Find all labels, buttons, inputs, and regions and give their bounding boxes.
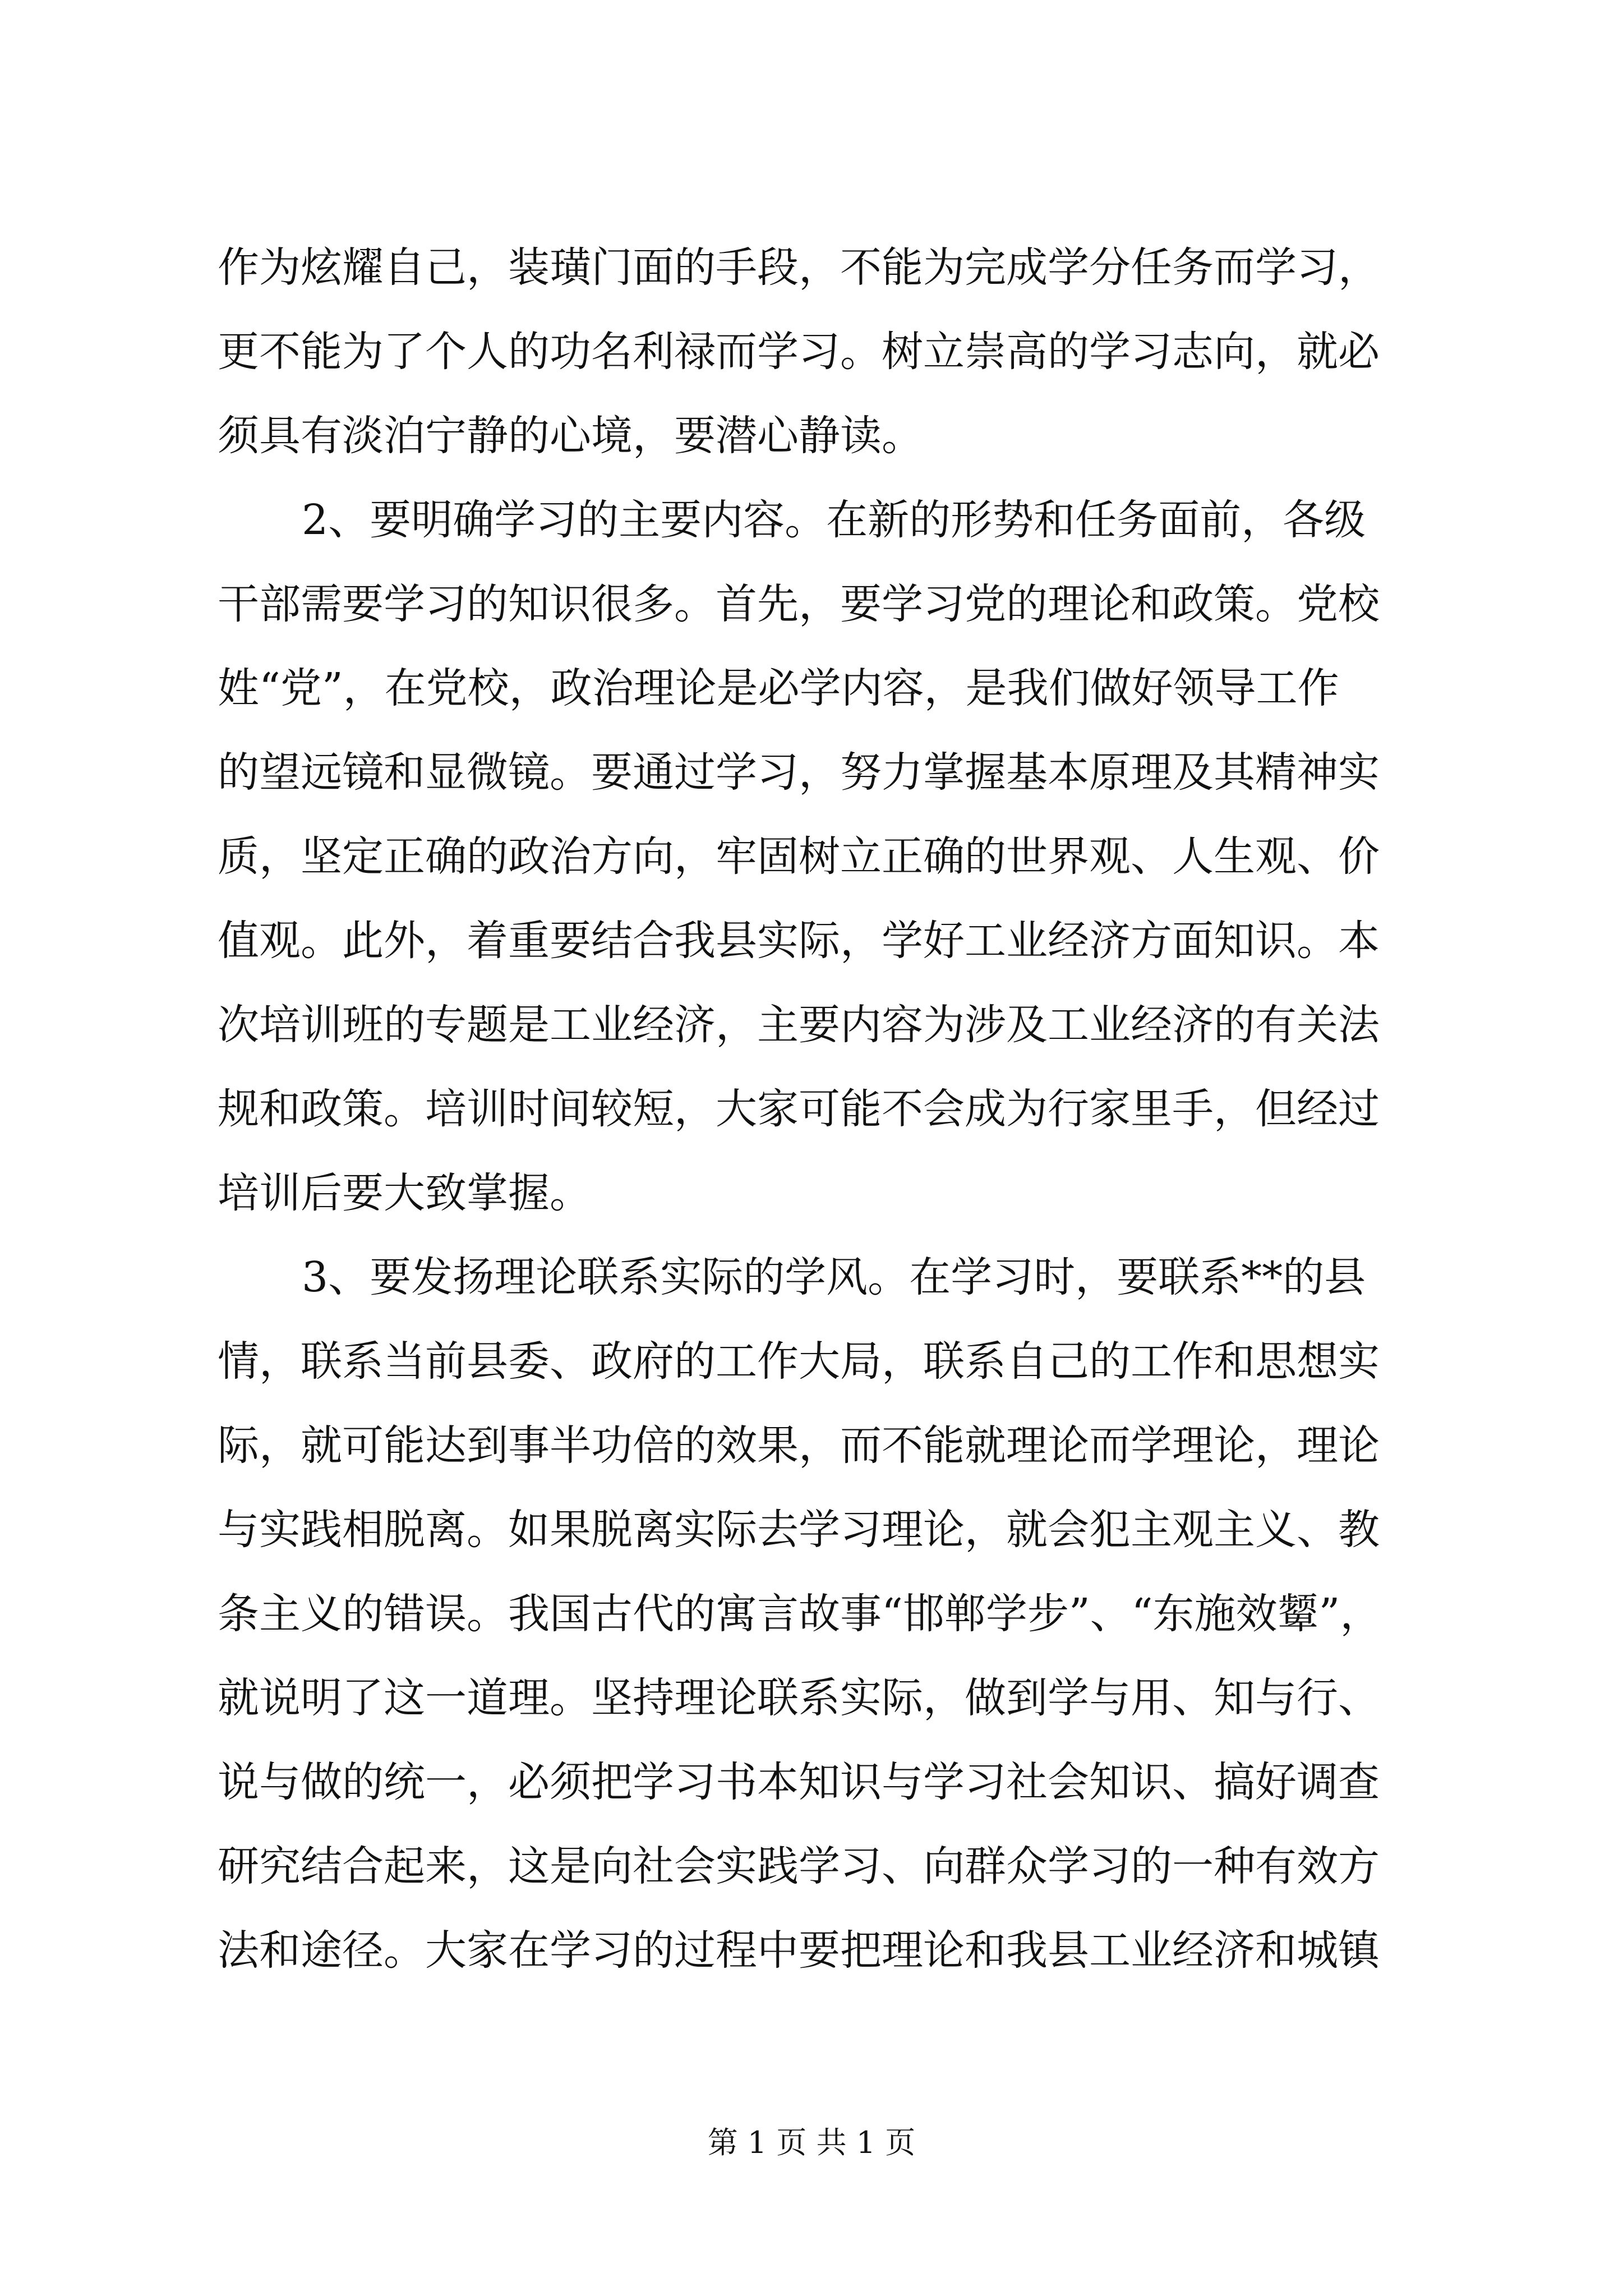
text-line: 干部需要学习的知识很多。首先，要学习党的理论和政策。党校 [218,580,1380,628]
text-line: 条主义的错误。我国古代的寓言故事“邯郸学步”、“东施效颦”， [218,1590,1382,1638]
text-line: 法和途径。大家在学习的过程中要把理论和我县工业经济和城镇 [218,1926,1380,1975]
text-line: 情，联系当前县委、政府的工作大局，联系自己的工作和思想实 [218,1337,1380,1386]
text-line: 的望远镜和显微镜。要通过学习，努力掌握基本原理及其精神实 [218,748,1380,797]
text-line: 际，就可能达到事半功倍的效果，而不能就理论而学理论，理论 [218,1421,1380,1470]
text-line: 次培训班的专题是工业经济，主要内容为涉及工业经济的有关法 [218,1001,1380,1049]
text-line: 姓“党”，在党校，政治理论是必学内容，是我们做好领导工作 [218,664,1339,712]
text-line: 须具有淡泊宁静的心境，要潜心静读。 [218,412,923,460]
page-footer: 第 1 页 共 1 页 [707,2125,916,2160]
document-body [218,226,1485,1993]
text-line: 2、要明确学习的主要内容。在新的形势和任务面前，各级 [302,496,1366,544]
text-line: 3、要发扬理论联系实际的学风。在学习时，要联系**的县 [302,1253,1366,1301]
text-line: 规和政策。培训时间较短，大家可能不会成为行家里手，但经过 [218,1085,1380,1133]
text-line: 研究结合起来，这是向社会实践学习、向群众学习的一种有效方 [218,1842,1380,1890]
text-line: 更不能为了个人的功名利禄而学习。树立崇高的学习志向，就必 [218,328,1380,376]
text-line: 与实践相脱离。如果脱离实际去学习理论，就会犯主观主义、教 [218,1506,1380,1554]
text-line: 作为炫耀自己，装璜门面的手段，不能为完成学分任务而学习， [218,243,1380,292]
text-line: 就说明了这一道理。坚持理论联系实际，做到学与用、知与行、 [218,1674,1380,1722]
text-line: 质，坚定正确的政治方向，牢固树立正确的世界观、人生观、价 [218,832,1380,881]
text-line: 培训后要大致掌握。 [218,1169,591,1217]
text-line: 值观。此外，着重要结合我县实际，学好工业经济方面知识。本 [218,917,1380,965]
text-line: 说与做的统一，必须把学习书本知识与学习社会知识、搞好调查 [218,1758,1380,1806]
